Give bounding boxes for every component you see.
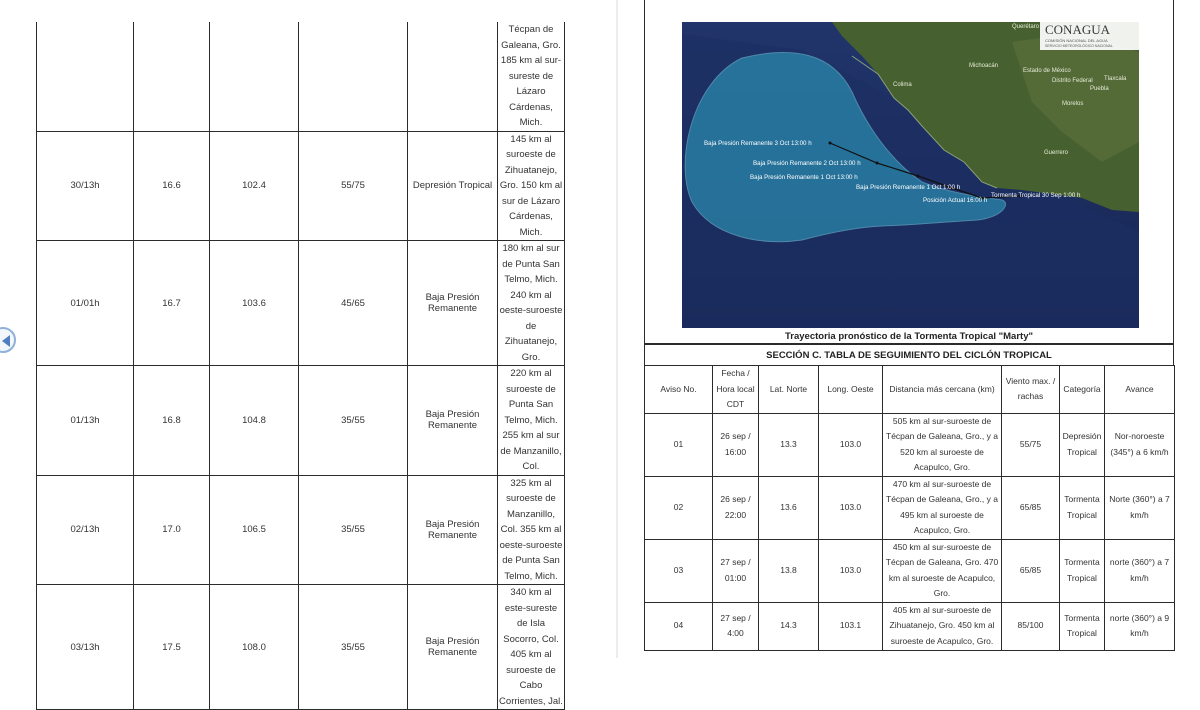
- cell-wind: 35/55: [299, 475, 408, 585]
- cell-time: 03/13h: [37, 585, 134, 710]
- table-row: [37, 366, 565, 476]
- track-label: Posición Actual 16:00 h: [923, 197, 988, 204]
- table-row: [37, 475, 565, 585]
- table-header-row: [645, 366, 1175, 414]
- place-label: Guerrero: [1044, 150, 1069, 156]
- cell-avance: Norte (360°) a 7 km/h: [1105, 476, 1175, 539]
- right-page: [644, 0, 1176, 658]
- cell-lat: [134, 22, 210, 131]
- cell-cat: Depresión Tropical: [1060, 413, 1105, 476]
- cell-lat: 13.3: [759, 413, 819, 476]
- place-label: Querétaro: [1012, 24, 1040, 30]
- table-row: [645, 602, 1175, 650]
- cell-fecha: 26 sep / 22:00: [713, 476, 759, 539]
- column-header: Aviso No.: [645, 366, 713, 414]
- table-row: [645, 413, 1175, 476]
- cell-dist: 470 km al sur-suroeste de Técpan de Galeana, Gro., y a 495 km al suroeste de Acapulco, Gro.: [883, 476, 1002, 539]
- cell-viento: 85/100: [1002, 602, 1060, 650]
- cell-time: [37, 22, 134, 131]
- table-row: [645, 539, 1175, 602]
- place-label: Estado de México: [1023, 68, 1071, 74]
- place-label: Distrito Federal: [1052, 78, 1093, 84]
- cell-cat: Tormenta Tropical: [1060, 602, 1105, 650]
- cell-avance: norte (360°) a 7 km/h: [1105, 539, 1175, 602]
- cell-cat: Tormenta Tropical: [1060, 539, 1105, 602]
- cell-lon: 103.1: [819, 602, 883, 650]
- cell-fecha: 26 sep / 16:00: [713, 413, 759, 476]
- cell-lon: 103.0: [819, 476, 883, 539]
- table-row: [37, 585, 565, 710]
- cell-lon: 103.6: [210, 241, 299, 366]
- cell-location: Técpan de Galeana, Gro. 185 km al sur-sureste de Lázaro Cárdenas, Mich.: [498, 22, 565, 131]
- cell-time: 02/13h: [37, 475, 134, 585]
- cell-location: 340 km al este-sureste de Isla Socorro, Col. 405 km al suroeste de Cabo Corrientes, Jal.: [498, 585, 565, 710]
- cell-fecha: 27 sep / 01:00: [713, 539, 759, 602]
- cell-location: 180 km al sur de Punta San Telmo, Mich. 240 km al oeste-suroeste de Zihuatanejo, Gro.: [498, 241, 565, 366]
- cell-location: 325 km al suroeste de Manzanillo, Col. 355 km al oeste-suroeste de Punta San Telmo, Mich.: [498, 475, 565, 585]
- tracking-table: [644, 365, 1175, 651]
- cell-lat: 16.8: [134, 366, 210, 476]
- place-label: Colima: [893, 82, 912, 88]
- cell-category: Baja Presión Remanente: [408, 585, 498, 710]
- track-label: Baja Presión Remanente 2 Oct 13:00 h: [753, 160, 861, 167]
- cell-dist: 505 km al sur-suroeste de Técpan de Galeana, Gro., y a 520 km al suroeste de Acapulco, Gro.: [883, 413, 1002, 476]
- place-label: Morelos: [1062, 101, 1084, 107]
- cell-category: Baja Presión Remanente: [408, 366, 498, 476]
- forecast-table: [36, 22, 565, 710]
- cell-time: 01/13h: [37, 366, 134, 476]
- cell-wind: 55/75: [299, 131, 408, 241]
- cell-lon: 108.0: [210, 585, 299, 710]
- table-row: [37, 241, 565, 366]
- cell-dist: 405 km al sur-suroeste de Zihuatanejo, Gro. 450 km al suroeste de Acapulco, Gro.: [883, 602, 1002, 650]
- track-label: Baja Presión Remanente 3 Oct 13:00 h: [704, 140, 812, 147]
- cell-aviso: 02: [645, 476, 713, 539]
- table-row: [645, 476, 1175, 539]
- cell-lat: 17.5: [134, 585, 210, 710]
- page-divider: [616, 0, 618, 658]
- map-caption: Trayectoria pronóstico de la Tormenta Tropical "Marty": [644, 330, 1174, 344]
- section-title: SECCIÓN C. TABLA DE SEGUIMIENTO DEL CICLÓN TROPICAL: [644, 344, 1174, 366]
- cell-lat: 16.7: [134, 241, 210, 366]
- chevron-left-icon: [2, 335, 10, 347]
- cell-location: 145 km al suroeste de Zihuatanejo, Gro. 150 km al sur de Lázaro Cárdenas, Mich.: [498, 131, 565, 241]
- conagua-subtitle: COMISIÓN NACIONAL DEL AGUA: [1045, 38, 1108, 43]
- cell-category: Depresión Tropical: [408, 131, 498, 241]
- column-header: Long. Oeste: [819, 366, 883, 414]
- map-svg: [682, 22, 1139, 328]
- cell-category: Baja Presión Remanente: [408, 475, 498, 585]
- cell-lon: [210, 22, 299, 131]
- track-label: Baja Presión Remanente 1 Oct 13:00 h: [750, 174, 858, 181]
- cell-lat: 17.0: [134, 475, 210, 585]
- column-header: Lat. Norte: [759, 366, 819, 414]
- cell-category: Baja Presión Remanente: [408, 241, 498, 366]
- cell-cat: Tormenta Tropical: [1060, 476, 1105, 539]
- table-row: [37, 131, 565, 241]
- cell-wind: 35/55: [299, 366, 408, 476]
- cell-lat: 13.6: [759, 476, 819, 539]
- cell-lon: 103.0: [819, 413, 883, 476]
- place-label: Michoacán: [969, 63, 999, 69]
- cell-lat: 16.6: [134, 131, 210, 241]
- left-page: [0, 0, 590, 707]
- cell-avance: Nor-noroeste (345°) a 6 km/h: [1105, 413, 1175, 476]
- cell-category: [408, 22, 498, 131]
- cell-dist: 450 km al sur-suroeste de Técpan de Galeana, Gro. 470 km al suroeste de Acapulco, Gro.: [883, 539, 1002, 602]
- cell-lat: 14.3: [759, 602, 819, 650]
- cell-aviso: 04: [645, 602, 713, 650]
- cell-lon: 104.8: [210, 366, 299, 476]
- column-header: Viento max. / rachas: [1002, 366, 1060, 414]
- cell-viento: 55/75: [1002, 413, 1060, 476]
- cell-aviso: 01: [645, 413, 713, 476]
- cell-lat: 13.8: [759, 539, 819, 602]
- track-point: [876, 162, 879, 165]
- column-header: Avance: [1105, 366, 1175, 414]
- cell-viento: 65/85: [1002, 539, 1060, 602]
- column-header: Categoría: [1060, 366, 1105, 414]
- column-header: Fecha / Hora local CDT: [713, 366, 759, 414]
- smn-subtitle: SERVICIO METEOROLÓGICO NACIONAL: [1045, 44, 1113, 48]
- place-label: Tlaxcala: [1104, 76, 1127, 82]
- cell-avance: norte (360°) a 9 km/h: [1105, 602, 1175, 650]
- map-frame: [644, 0, 1174, 330]
- conagua-logo: CONAGUA: [1045, 22, 1110, 37]
- cell-aviso: 03: [645, 539, 713, 602]
- column-header: Distancia más cercana (km): [883, 366, 1002, 414]
- track-point: [917, 175, 920, 178]
- table-row: [37, 22, 565, 131]
- cell-lon: 106.5: [210, 475, 299, 585]
- cell-location: 220 km al suroeste de Punta San Telmo, Mich. 255 km al sur de Manzanillo, Col.: [498, 366, 565, 476]
- track-label: Tormenta Tropical 30 Sep 1:00 h: [991, 192, 1081, 199]
- cell-time: 01/01h: [37, 241, 134, 366]
- cell-viento: 65/85: [1002, 476, 1060, 539]
- cell-lon: 102.4: [210, 131, 299, 241]
- track-point: [829, 142, 832, 145]
- cell-fecha: 27 sep / 4:00: [713, 602, 759, 650]
- forecast-track-map: [682, 22, 1139, 328]
- cell-time: 30/13h: [37, 131, 134, 241]
- place-label: Puebla: [1090, 86, 1109, 92]
- cell-wind: 45/65: [299, 241, 408, 366]
- cell-lon: 103.0: [819, 539, 883, 602]
- track-label: Baja Presión Remanente 1 Oct 1:00 h: [856, 184, 961, 191]
- cell-wind: 35/55: [299, 585, 408, 710]
- cell-wind: [299, 22, 408, 131]
